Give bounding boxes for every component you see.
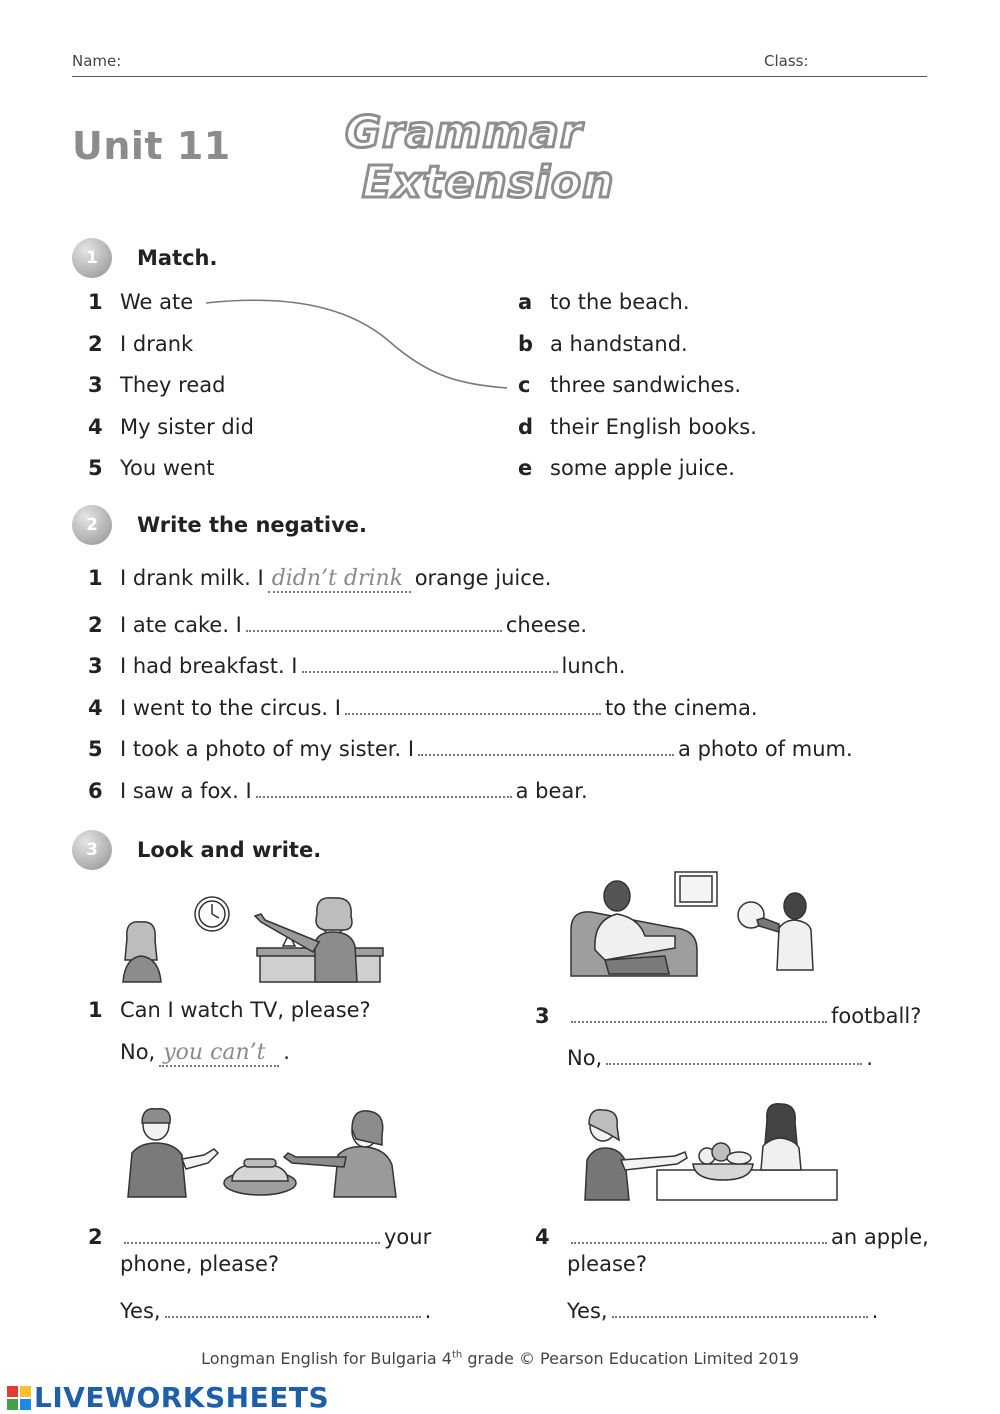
- negative-item: 3 I had breakfast. I lunch.: [88, 649, 853, 691]
- match-right-column: [518, 290, 757, 498]
- match-right-item: a to the beach.: [518, 290, 690, 314]
- match-right-item: b a handstand.: [518, 331, 688, 356]
- answer-field-3[interactable]: [302, 649, 558, 673]
- q3-question-line: 3 football?: [535, 999, 921, 1028]
- match-right-item: c three sandwiches.: [518, 373, 742, 397]
- q2-question-line-2: phone, please?: [120, 1252, 280, 1276]
- unit-title: Unit 11: [72, 124, 231, 168]
- grammar-extension-logo: Grammar Extension: [345, 107, 615, 208]
- section-title-match: Match.: [137, 246, 218, 270]
- match-left-item: 1 We ate: [88, 290, 194, 314]
- section-title-look-write: Look and write.: [137, 838, 322, 862]
- picture-3-football: [565, 870, 825, 980]
- liveworksheets-grid-icon: [6, 1385, 32, 1411]
- match-left-item: 3 They read: [88, 373, 226, 397]
- negative-item: 5 I took a photo of my sister. I a photo of mum.: [88, 732, 853, 774]
- answer-field-q3-reply[interactable]: [606, 1041, 862, 1065]
- q4-reply-line: Yes, .: [567, 1294, 878, 1323]
- picture-4-apple: [575, 1100, 840, 1205]
- match-left-item: 4 My sister did: [88, 414, 254, 439]
- match-left-item: 5 You went: [88, 456, 215, 480]
- answer-field-q2[interactable]: [124, 1220, 380, 1244]
- section-title-negative: Write the negative.: [137, 513, 368, 537]
- answer-field-q2-reply[interactable]: [165, 1294, 421, 1318]
- answer-field-1[interactable]: didn’t drink: [268, 566, 411, 593]
- negative-item: 4 I went to the circus. I to the cinema.: [88, 691, 853, 733]
- answer-field-5[interactable]: [418, 732, 674, 756]
- q3-reply-line: No, .: [567, 1041, 873, 1070]
- negative-item: 6 I saw a fox. I a bear.: [88, 774, 853, 816]
- negative-list: [88, 566, 853, 815]
- section-badge-1: 1: [72, 238, 112, 278]
- match-right-item: d their English books.: [518, 414, 757, 439]
- match-left-item: 2 I drank: [88, 331, 194, 356]
- picture-1-tv: [115, 890, 390, 985]
- q4-question-line-2: please?: [567, 1252, 647, 1276]
- answer-field-q1[interactable]: you can’t: [159, 1040, 279, 1067]
- match-right-item: e some apple juice.: [518, 456, 735, 480]
- negative-item: 2 I ate cake. I cheese.: [88, 608, 853, 650]
- header-rule: [72, 76, 927, 77]
- q2-reply-line: Yes, .: [120, 1294, 431, 1323]
- liveworksheets-logo[interactable]: LIVEWORKSHEETS: [6, 1381, 329, 1414]
- negative-item: 1 I drank milk. I didn’t drink orange juice.: [88, 566, 552, 591]
- answer-field-q4[interactable]: [571, 1220, 827, 1244]
- name-label: Name:: [72, 52, 122, 70]
- answer-field-6[interactable]: [256, 774, 512, 798]
- answer-field-4[interactable]: [345, 691, 601, 715]
- section-badge-2: 2: [72, 505, 112, 545]
- picture-2-phone: [120, 1105, 405, 1200]
- section-badge-3: 3: [72, 830, 112, 870]
- class-label: Class:: [764, 52, 809, 70]
- answer-field-q4-reply[interactable]: [612, 1294, 868, 1318]
- answer-field-q3[interactable]: [571, 999, 827, 1023]
- q2-question-line: 2 your: [88, 1220, 431, 1249]
- copyright-footer: Longman English for Bulgaria 4th grade © Pearson Education Limited 2019: [201, 1349, 799, 1368]
- match-line-example: [200, 292, 520, 402]
- q1-question-line: 1 Can I watch TV, please?: [88, 998, 371, 1022]
- answer-field-2[interactable]: [246, 608, 502, 632]
- q1-reply-line: No, you can’t .: [120, 1040, 290, 1065]
- q4-question-line: 4 an apple,: [535, 1220, 929, 1249]
